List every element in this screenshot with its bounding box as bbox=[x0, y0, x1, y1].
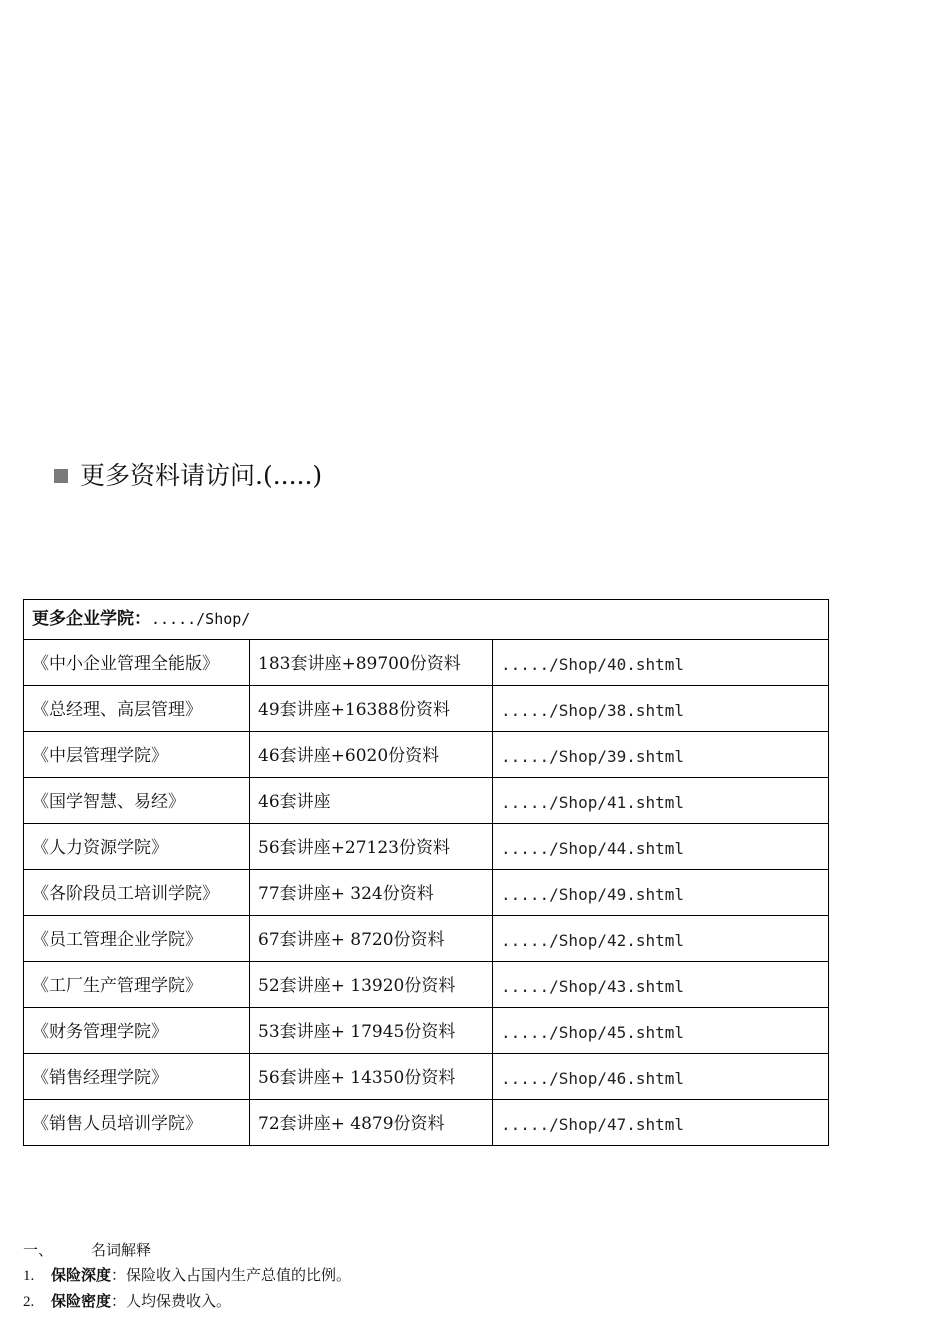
course-name: 《销售人员培训学院》 bbox=[24, 1100, 250, 1146]
table-row bbox=[24, 1008, 829, 1054]
header-label: 更多企业学院： bbox=[32, 609, 151, 629]
table-row bbox=[24, 962, 829, 1008]
course-name: 《人力资源学院》 bbox=[24, 824, 250, 870]
course-url: ...../Shop/46.shtml bbox=[493, 1054, 829, 1100]
glossary-heading bbox=[23, 1238, 351, 1263]
course-name: 《工厂生产管理学院》 bbox=[24, 962, 250, 1008]
table-row bbox=[24, 1054, 829, 1100]
item-separator: ： bbox=[111, 1266, 127, 1284]
item-definition: 保险收入占国内生产总值的比例。 bbox=[126, 1266, 352, 1284]
course-name: 《财务管理学院》 bbox=[24, 1008, 250, 1054]
table-row bbox=[24, 778, 829, 824]
heading-number: 一、 bbox=[23, 1241, 54, 1259]
table-header-cell bbox=[24, 600, 829, 640]
glossary-item bbox=[23, 1263, 351, 1289]
course-name: 《销售经理学院》 bbox=[24, 1054, 250, 1100]
course-name: 《国学智慧、易经》 bbox=[24, 778, 250, 824]
course-url: ...../Shop/41.shtml bbox=[493, 778, 829, 824]
item-term: 保险深度 bbox=[51, 1266, 112, 1284]
table-row bbox=[24, 640, 829, 686]
table-header-row bbox=[24, 600, 829, 640]
course-count: 56套讲座+27123份资料 bbox=[250, 824, 493, 870]
item-definition: 人均保费收入。 bbox=[126, 1292, 232, 1310]
course-url: ...../Shop/39.shtml bbox=[493, 732, 829, 778]
table-row bbox=[24, 824, 829, 870]
course-url: ...../Shop/43.shtml bbox=[493, 962, 829, 1008]
item-number: 1. bbox=[23, 1268, 35, 1284]
course-count: 52套讲座+ 13920份资料 bbox=[250, 962, 493, 1008]
course-name: 《员工管理企业学院》 bbox=[24, 916, 250, 962]
course-count: 77套讲座+ 324份资料 bbox=[250, 870, 493, 916]
course-count: 53套讲座+ 17945份资料 bbox=[250, 1008, 493, 1054]
course-url: ...../Shop/47.shtml bbox=[493, 1100, 829, 1146]
item-term: 保险密度 bbox=[51, 1292, 112, 1310]
item-separator: ： bbox=[111, 1292, 127, 1310]
glossary-section bbox=[23, 1238, 351, 1315]
course-table bbox=[23, 599, 829, 1146]
course-url: ...../Shop/45.shtml bbox=[493, 1008, 829, 1054]
course-name: 《总经理、高层管理》 bbox=[24, 686, 250, 732]
table-row bbox=[24, 1100, 829, 1146]
course-url: ...../Shop/44.shtml bbox=[493, 824, 829, 870]
heading-text: 名词解释 bbox=[91, 1241, 152, 1259]
course-count: 49套讲座+16388份资料 bbox=[250, 686, 493, 732]
table-row bbox=[24, 732, 829, 778]
course-url: ...../Shop/49.shtml bbox=[493, 870, 829, 916]
course-count: 72套讲座+ 4879份资料 bbox=[250, 1100, 493, 1146]
course-url: ...../Shop/38.shtml bbox=[493, 686, 829, 732]
course-count: 46套讲座 bbox=[250, 778, 493, 824]
visit-notice bbox=[54, 458, 322, 494]
glossary-item bbox=[23, 1289, 351, 1315]
course-name: 《中层管理学院》 bbox=[24, 732, 250, 778]
course-count: 67套讲座+ 8720份资料 bbox=[250, 916, 493, 962]
course-count: 46套讲座+6020份资料 bbox=[250, 732, 493, 778]
table-row bbox=[24, 870, 829, 916]
course-name: 《中小企业管理全能版》 bbox=[24, 640, 250, 686]
course-count: 183套讲座+89700份资料 bbox=[250, 640, 493, 686]
header-url: ...../Shop/ bbox=[151, 610, 251, 628]
visit-text: 更多资料请访问.(.....) bbox=[80, 461, 323, 490]
item-number: 2. bbox=[23, 1294, 35, 1310]
course-name: 《各阶段员工培训学院》 bbox=[24, 870, 250, 916]
course-url: ...../Shop/42.shtml bbox=[493, 916, 829, 962]
course-count: 56套讲座+ 14350份资料 bbox=[250, 1054, 493, 1100]
table-row bbox=[24, 686, 829, 732]
square-bullet-icon bbox=[54, 469, 68, 483]
course-url: ...../Shop/40.shtml bbox=[493, 640, 829, 686]
table-row bbox=[24, 916, 829, 962]
